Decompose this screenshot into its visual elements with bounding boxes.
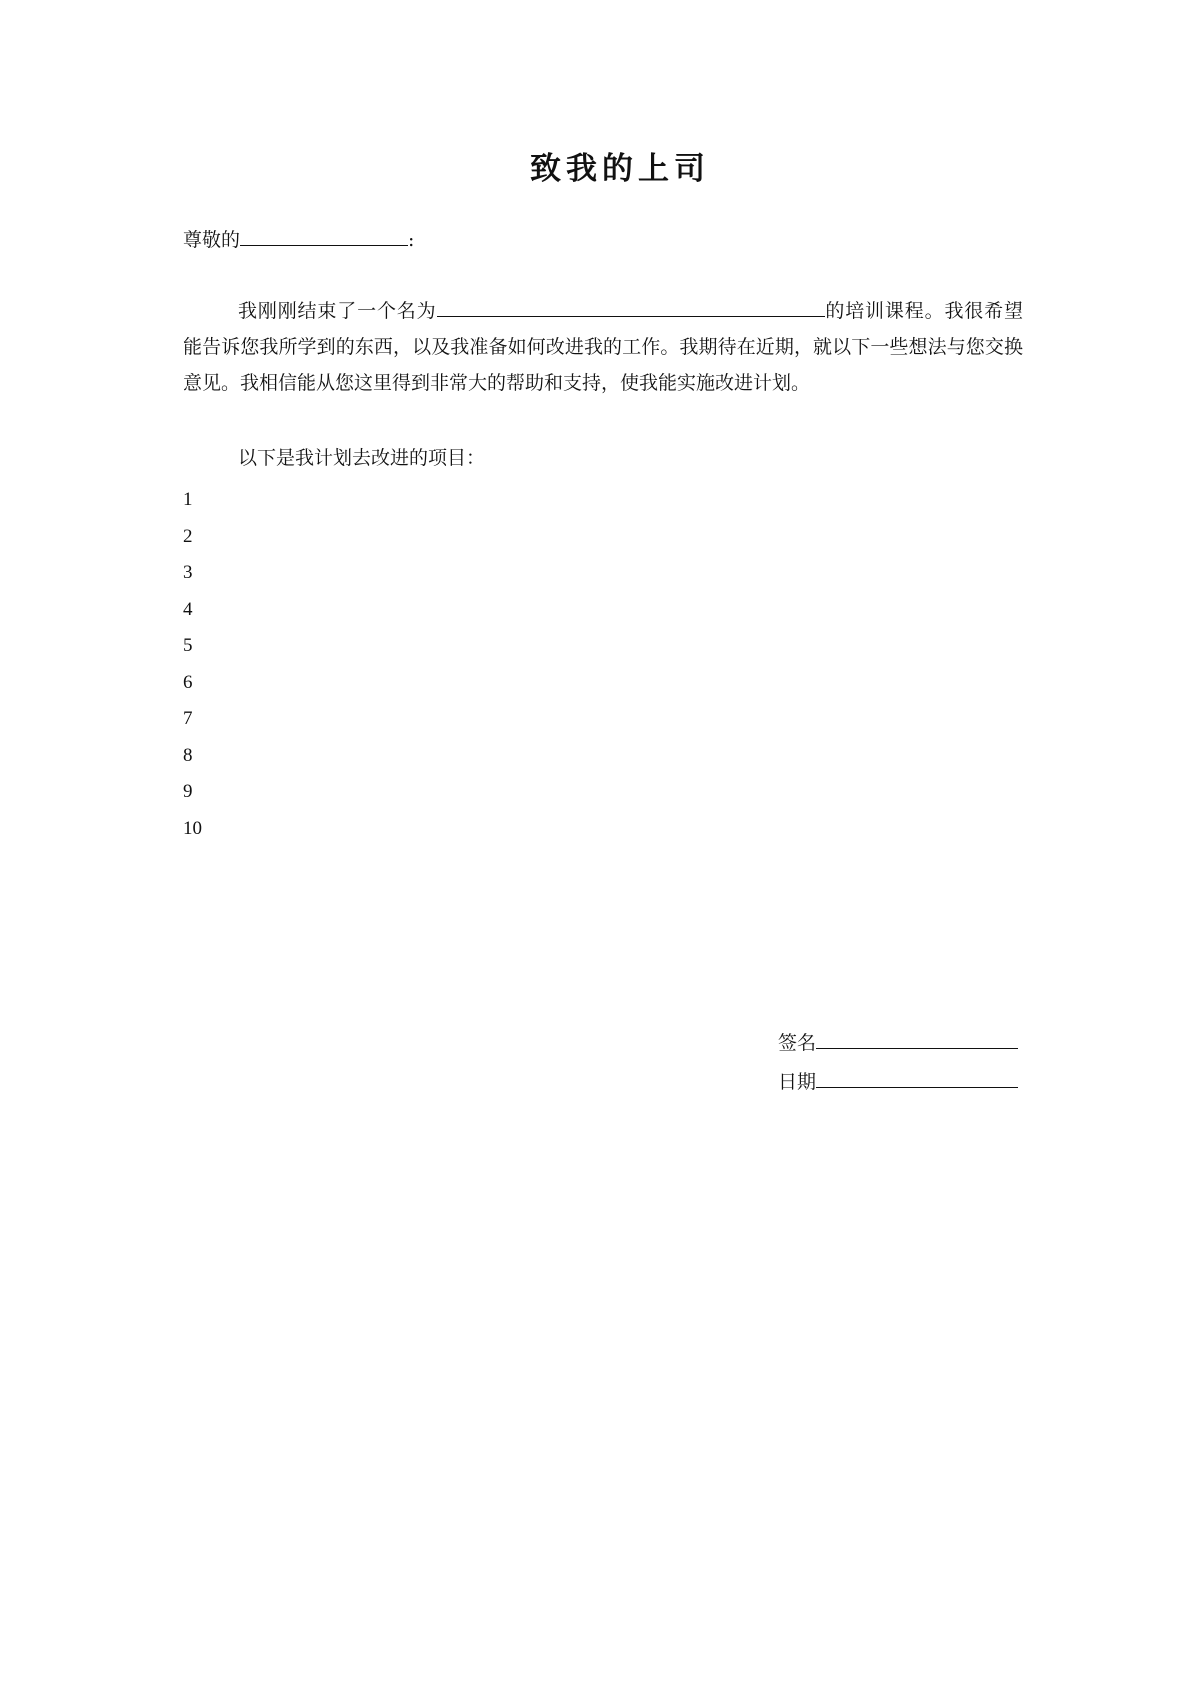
list-item: 2 bbox=[183, 525, 193, 547]
list-item: 6 bbox=[183, 671, 193, 693]
salutation-suffix: : bbox=[408, 229, 415, 251]
intro-after-blank: 的培训课程。我很希望能告诉您我所学到的东西，以及我准备如何改进我的工作。我期待在近期，就以下一些想法与您交换意见。我相信能从您这里得到非常大的帮助和支持，使我能实施改进计划。 bbox=[183, 300, 1023, 394]
course-name-blank[interactable] bbox=[437, 296, 825, 317]
signature-label: 签名 bbox=[778, 1032, 817, 1054]
list-item: 8 bbox=[183, 744, 193, 766]
list-item: 3 bbox=[183, 562, 193, 583]
recipient-blank[interactable] bbox=[240, 225, 408, 246]
list-item: 5 bbox=[183, 635, 193, 656]
salutation-prefix: 尊敬的 bbox=[183, 229, 241, 251]
signature-block bbox=[778, 1024, 1018, 1102]
date-blank[interactable] bbox=[816, 1065, 1018, 1088]
list-item: 4 bbox=[183, 598, 193, 620]
improvement-item-list bbox=[183, 482, 202, 847]
signature-blank[interactable] bbox=[816, 1026, 1018, 1049]
intro-paragraph bbox=[183, 293, 1023, 401]
list-item: 7 bbox=[183, 708, 193, 729]
date-label: 日期 bbox=[778, 1071, 817, 1093]
date-line bbox=[778, 1063, 1018, 1102]
signature-line bbox=[778, 1024, 1018, 1063]
intro-before-blank: 我刚刚结束了一个名为 bbox=[238, 300, 437, 322]
salutation bbox=[183, 222, 1023, 258]
plan-intro-paragraph: 以下是我计划去改进的项目： bbox=[238, 447, 486, 469]
document-title: 致我的上司 bbox=[530, 151, 710, 187]
list-item: 10 bbox=[183, 817, 202, 839]
list-item: 1 bbox=[183, 489, 193, 510]
list-item: 9 bbox=[183, 781, 193, 802]
